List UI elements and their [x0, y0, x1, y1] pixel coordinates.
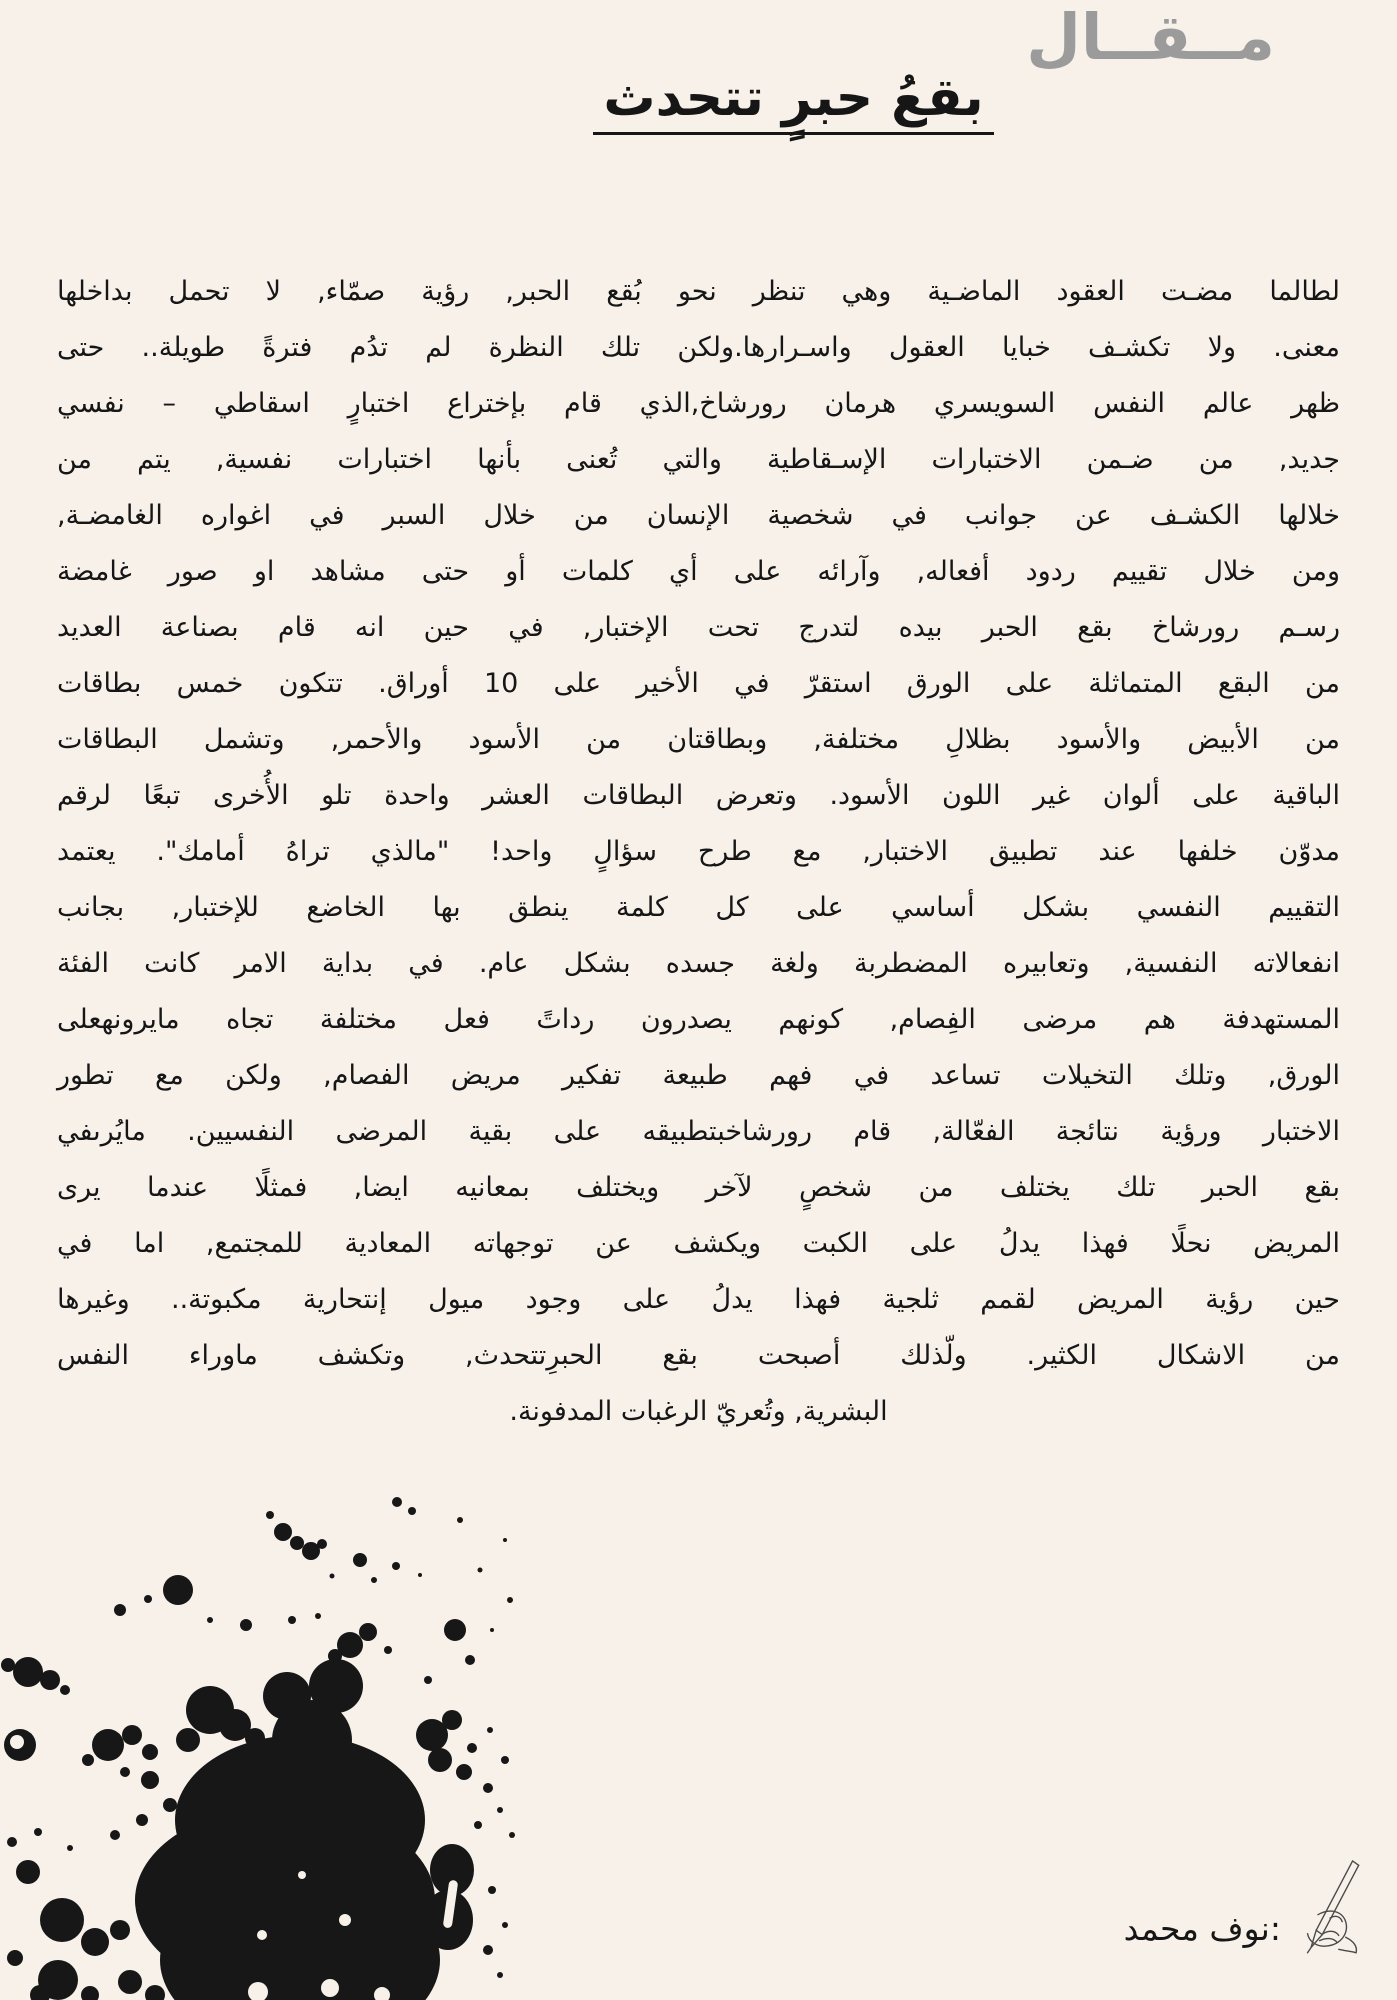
category-label: مــقــال [1026, 1, 1275, 74]
body-line: معنى. ولا تكشـف خبايا العقول واسـرارها.ولكن تلك النظرة لم تدُم فترةً طويلة.. حتى [57, 332, 1340, 363]
body-line: حين رؤية المريض لقمم ثلجية فهذا يدلُ على وجود ميول إنتحارية مكبوتة.. وغيرها [57, 1284, 1340, 1315]
body-line: البشرية, وتُعريّ الرغبات المدفونة. [509, 1396, 888, 1427]
body-line: الورق, وتلك التخيلات تساعد في فهم طبيعة تفكير مريض الفصام, ولكن مع تطور [57, 1060, 1340, 1091]
body-line: من الأبيض والأسود بظلالِ مختلفة, وبطاقتان من الأسود والأحمر, وتشمل البطاقات [57, 724, 1340, 755]
signature-text: :نوف محمد [1123, 1909, 1281, 1948]
ink-splatter-graphic [0, 1480, 520, 2000]
body-line: انفعالاته النفسية, وتعابيره المضطربة ولغة جسده بشكل عام. في بداية الامر كانت الفئة [57, 948, 1340, 979]
hand-writing-icon [1285, 1850, 1363, 1962]
page-title-row [0, 68, 1397, 135]
signature [1124, 1850, 1363, 1962]
article-body [57, 264, 1340, 1440]
body-line: رسـم رورشاخ بقع الحبر بيده لتدرج تحت الإختبار, في حين انه قام بصناعة العديد [57, 612, 1340, 643]
body-line: مدوّن خلفها عند تطبيق الاختبار, مع طرح سؤالٍ واحد! "مالذي تراهُ أمامك". يعتمد [57, 836, 1340, 867]
body-line: المريض نحلًا فهذا يدلُ على الكبت ويكشف عن توجهاته المعادية للمجتمع, اما في [57, 1228, 1340, 1259]
body-line: الباقية على ألوان غير اللون الأسود. وتعرض البطاقات العشر واحدة تلو الأُخرى تبعًا لرقم [57, 780, 1340, 811]
body-line: لطالما مضـت العقود الماضـية وهي تنظر نحو بُقع الحبر, رؤية صمّاء, لا تحمل بداخلها [57, 276, 1340, 307]
body-line: المستهدفة هم مرضى الفِصام, كونهم يصدرون رداتً فعل مختلفة تجاه مايرونهعلى [57, 1004, 1340, 1035]
page-title: بقعُ حبرٍ تتحدث [593, 68, 993, 135]
body-line: من الاشكال الكثير. ولّذلك أصبحت بقع الحبرِتتحدث, وتكشف ماوراء النفس [57, 1340, 1340, 1371]
body-line: ومن خلال تقييم ردود أفعاله, وآرائه على أي كلمات أو حتى مشاهد او صور غامضة [57, 556, 1340, 587]
body-line: التقييم النفسي بشكل أساسي على كل كلمة ينطق بها الخاضع للإختبار, بجانب [57, 892, 1340, 923]
body-line: خلالها الكشـف عن جوانب في شخصية الإنسان من خلال السبر في اغواره الغامضـة, [57, 500, 1340, 531]
body-line: جديد, من ضـمن الاختبارات الإسـقاطية والتي تُعنى بأنها اختبارات نفسية, يتم من [57, 444, 1340, 475]
body-line: الاختبار ورؤية نتائجة الفعّالة, قام رورشاخبتطبيقه على بقية المرضى النفسيين. مايُرىفي [57, 1116, 1340, 1147]
body-line: بقع الحبر تلك يختلف من شخصٍ لآخر ويختلف بمعانيه ايضا, فمثلًا عندما يرى [57, 1172, 1340, 1203]
body-line: من البقع المتماثلة على الورق استقرّ في الأخير على 10 أوراق. تتكون خمس بطاقات [57, 668, 1340, 699]
body-line: ظهر عالم النفس السويسري هرمان رورشاخ,الذي قام بإختراع اختبارٍ اسقاطي – نفسي [57, 388, 1340, 419]
